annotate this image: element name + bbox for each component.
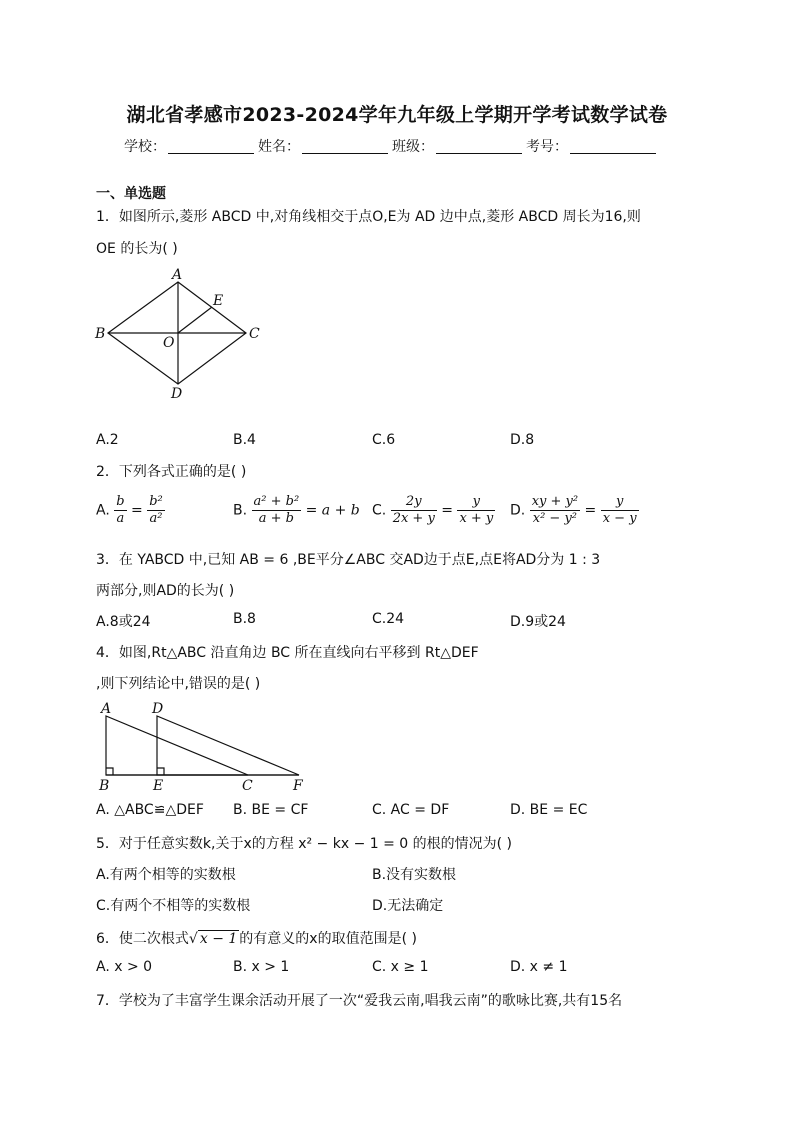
q1-option-a[interactable]: A.2: [96, 432, 119, 448]
label-b: B: [99, 778, 110, 794]
q3-option-b[interactable]: B.8: [233, 611, 256, 627]
numerator: xy + y²: [531, 494, 579, 509]
label-e: E: [213, 293, 224, 309]
numerator: y: [601, 494, 639, 511]
q4-option-d[interactable]: D. BE = EC: [510, 802, 588, 818]
label-d: D: [152, 701, 164, 717]
q1-option-c[interactable]: C.6: [372, 432, 396, 448]
q6-option-c[interactable]: C. x ≥ 1: [372, 959, 429, 975]
label-c: C: [249, 326, 260, 342]
page-title: 湖北省孝感市2023-2024学年九年级上学期开学考试数学试卷: [126, 104, 668, 126]
label-f: F: [293, 778, 303, 794]
label-b: B: [95, 326, 106, 342]
denominator: x − y: [602, 511, 637, 526]
q6-stem: [96, 928, 417, 948]
q2-stem: 2．下列各式正确的是( ): [96, 464, 247, 480]
label-e: E: [153, 778, 164, 794]
right-angle-b: [106, 768, 113, 775]
q3-option-d[interactable]: D.9或24: [510, 614, 566, 630]
q2-a-letter: A.: [96, 502, 110, 519]
label-d: D: [171, 386, 183, 402]
q6-stem-pre: 6．使二次根式: [96, 931, 189, 947]
q4-option-c[interactable]: C. AC = DF: [372, 802, 450, 818]
label-o: O: [163, 335, 175, 351]
q5-option-d[interactable]: D.无法确定: [372, 898, 444, 914]
numerator: b: [116, 494, 125, 509]
q4-stem-line2: ,则下列结论中,错误的是( ): [96, 676, 261, 692]
q5-option-b[interactable]: B.没有实数根: [372, 867, 457, 883]
denominator: 2x + y: [392, 511, 435, 526]
q6-option-a[interactable]: A. x > 0: [96, 959, 153, 975]
q1-stem-line2: OE 的长为( ): [96, 241, 178, 257]
q3-stem-line1: 3．在 YABCD 中,已知 AB = 6 ,BE平分∠ABC 交AD边于点E,点E将AD分为 1 : 3: [96, 552, 601, 568]
q3-option-a[interactable]: A.8或24: [96, 614, 151, 630]
numerator: a² + b²: [253, 494, 300, 509]
school-label: 学校：: [124, 139, 166, 155]
numerator: 2y: [391, 494, 437, 511]
label-c: C: [242, 778, 253, 794]
q6-radicand: x − 1: [199, 931, 238, 947]
q1-option-b[interactable]: B.4: [233, 432, 256, 448]
q3-stem-line2: 两部分,则AD的长为( ): [96, 583, 235, 599]
label-a: A: [101, 701, 112, 717]
equals-sign: =: [131, 502, 143, 519]
q4-stem-line1: 4．如图,Rt△ABC 沿直角边 BC 所在直线向右平移到 Rt△DEF: [96, 645, 479, 661]
q5-option-c[interactable]: C.有两个不相等的实数根: [96, 898, 251, 914]
denominator: a: [116, 511, 125, 526]
q1-stem-line1: 1．如图所示,菱形 ABCD 中,对角线相交于点O,E为 AD 边中点,菱形 ABCD 周长为16,则: [96, 209, 641, 225]
q6-option-d[interactable]: D. x ≠ 1: [510, 959, 568, 975]
q6-option-b[interactable]: B. x > 1: [233, 959, 290, 975]
denominator: a + b: [258, 511, 294, 526]
numerator: y: [457, 494, 495, 511]
q2-b-letter: B.: [233, 502, 248, 519]
equals-sign: =: [584, 502, 597, 519]
right-angle-e: [157, 768, 164, 775]
class-label: 班级：: [392, 139, 434, 155]
q4-option-a[interactable]: A. △ABC≌△DEF: [96, 802, 204, 818]
q6-stem-post: 的有意义的x的取值范围是( ): [239, 931, 417, 947]
q2-c-letter: C.: [372, 502, 387, 519]
sqrt-icon: √: [188, 931, 198, 947]
denominator: a²: [149, 511, 163, 526]
q4-option-b[interactable]: B. BE = CF: [233, 802, 309, 818]
q5-stem: 5．对于任意实数k,关于x的方程 x² − kx − 1 = 0 的根的情况为( ): [96, 836, 513, 852]
label-a: A: [172, 267, 183, 283]
numerator: b²: [149, 494, 163, 509]
name-label: 姓名：: [258, 139, 300, 155]
q7-stem: 7．学校为了丰富学生课余活动开展了一次“爱我云南,唱我云南”的歌咏比赛,共有15名: [96, 993, 623, 1009]
q1-option-d[interactable]: D.8: [510, 432, 535, 448]
number-label: 考号：: [526, 139, 568, 155]
q2-d-letter: D.: [510, 502, 526, 519]
q5-option-a[interactable]: A.有两个相等的实数根: [96, 867, 236, 883]
section-heading: 一、单选题: [96, 186, 166, 202]
equals-sign: =: [441, 502, 453, 519]
denominator: x² − y²: [532, 511, 578, 526]
denominator: x + y: [459, 511, 494, 526]
equation-rest: = a + b: [305, 502, 360, 519]
q3-option-c[interactable]: C.24: [372, 611, 405, 627]
